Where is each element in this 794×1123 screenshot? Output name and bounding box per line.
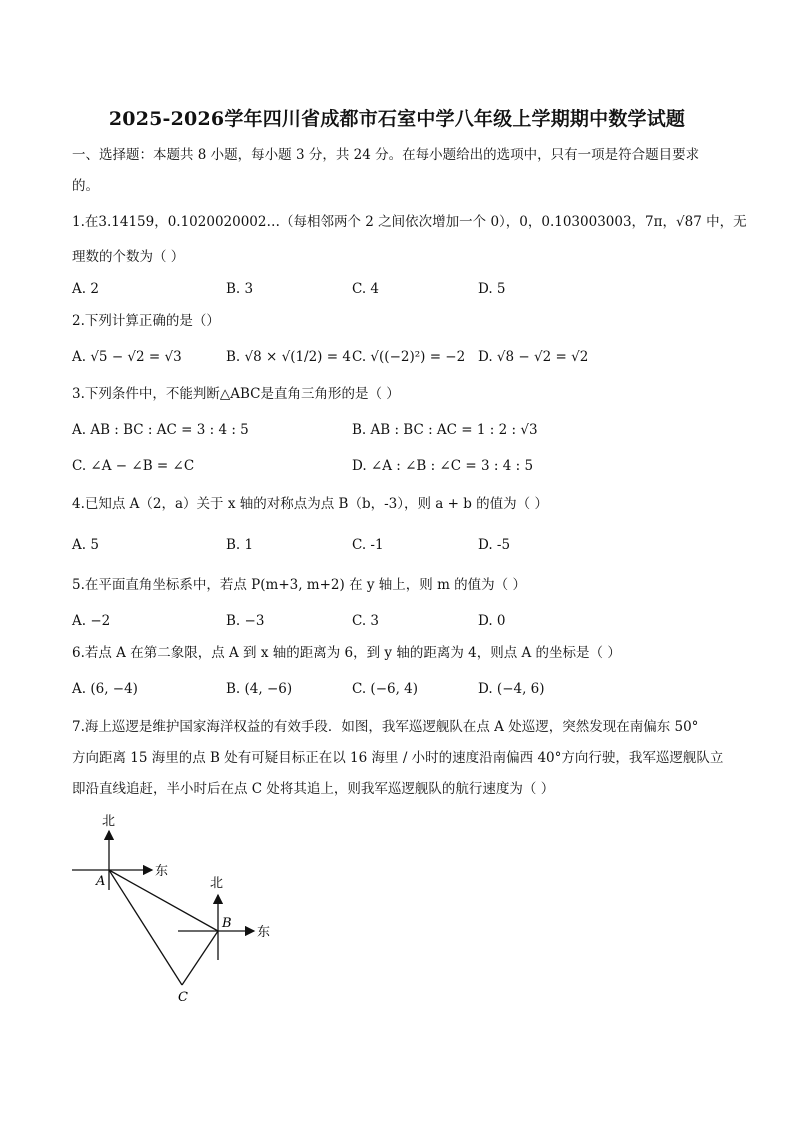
question-4-option-d: D. -5: [478, 537, 511, 553]
question-7-stem-line3: 即沿直线追赶，半小时后在点 C 处将其追上，则我军巡逻舰队的航行速度为（ ）: [72, 781, 555, 797]
question-5-option-c: C. 3: [352, 613, 380, 629]
point-c-label: C: [178, 990, 188, 1005]
b-east-label: 东: [257, 925, 271, 940]
point-b-label: B: [222, 916, 232, 931]
question-4-option-b: B. 1: [226, 537, 254, 553]
question-5-option-d: D. 0: [478, 613, 506, 629]
question-3-option-c: C. ∠A − ∠B = ∠C: [72, 458, 195, 474]
question-2-option-b: B. √8 × √(1/2) = 4: [226, 349, 351, 365]
a-north-label: 北: [102, 814, 116, 829]
question-2-stem: 2.下列计算正确的是（）: [72, 313, 220, 329]
question-5-option-b: B. −3: [226, 613, 265, 629]
question-1-option-c: C. 4: [352, 281, 380, 297]
question-6-option-a: A. (6, −4): [72, 681, 138, 697]
question-6-stem: 6.若点 A 在第二象限，点 A 到 x 轴的距离为 6，到 y 轴的距离为 4，则点 A 的坐标是（ ）: [72, 645, 621, 661]
question-6-option-b: B. (4, −6): [226, 681, 293, 697]
question-6-option-d: D. (−4, 6): [478, 681, 545, 697]
question-3-option-d: D. ∠A : ∠B : ∠C = 3 : 4 : 5: [352, 458, 534, 474]
section-heading-line2: 的。: [72, 178, 99, 194]
question-1-option-a: A. 2: [72, 281, 99, 297]
question-7-figure: [60, 805, 290, 1010]
question-3-option-a: A. AB : BC : AC = 3 : 4 : 5: [72, 422, 249, 438]
question-7-stem-line1: 7.海上巡逻是维护国家海洋权益的有效手段．如图，我军巡逻舰队在点 A 处巡逻，突然发现在南偏东 50°: [72, 719, 699, 735]
question-6-option-c: C. (−6, 4): [352, 681, 419, 697]
question-2-option-a: A. √5 − √2 = √3: [72, 349, 182, 365]
question-4-stem: 4.已知点 A（2，a）关于 x 轴的对称点为点 B（b，-3），则 a + b 的值为（ ）: [72, 496, 548, 512]
question-5-option-a: A. −2: [72, 613, 111, 629]
section-heading-line1: 一、选择题：本题共 8 小题，每小题 3 分，共 24 分。在每小题给出的选项中，只有一项是符合题目要求: [72, 147, 700, 163]
question-1-stem-line1: 1.在3.14159，0.1020020002…（每相邻两个 2 之间依次增加一个 0），0，0.103003003，7π，√87 中，无: [72, 214, 747, 230]
point-a-label: A: [96, 874, 106, 889]
question-5-stem: 5.在平面直角坐标系中，若点 P(m+3, m+2) 在 y 轴上，则 m 的值为（ ）: [72, 577, 526, 593]
segment-ac: [109, 870, 182, 985]
question-4-option-a: A. 5: [72, 537, 99, 553]
page-title: 2025-2026学年四川省成都市石室中学八年级上学期期中数学试题: [108, 108, 686, 130]
question-7-stem-line2: 方向距离 15 海里的点 B 处有可疑目标正在以 16 海里 / 小时的速度沿南偏西 40°方向行驶，我军巡逻舰队立: [72, 750, 724, 766]
a-east-label: 东: [155, 864, 169, 879]
question-4-option-c: C. -1: [352, 537, 384, 553]
segment-ab: [109, 870, 218, 931]
question-1-option-d: D. 5: [478, 281, 506, 297]
b-north-label: 北: [210, 876, 224, 891]
question-2-option-c: C. √((−2)²) = −2: [352, 349, 466, 365]
question-1-option-b: B. 3: [226, 281, 254, 297]
question-3-option-b: B. AB : BC : AC = 1 : 2 : √3: [352, 422, 538, 438]
segment-bc: [182, 931, 218, 985]
question-3-stem: 3.下列条件中，不能判断△ABC是直角三角形的是（ ）: [72, 386, 400, 402]
question-2-option-d: D. √8 − √2 = √2: [478, 349, 589, 365]
question-1-stem-line2: 理数的个数为（ ）: [72, 249, 185, 265]
